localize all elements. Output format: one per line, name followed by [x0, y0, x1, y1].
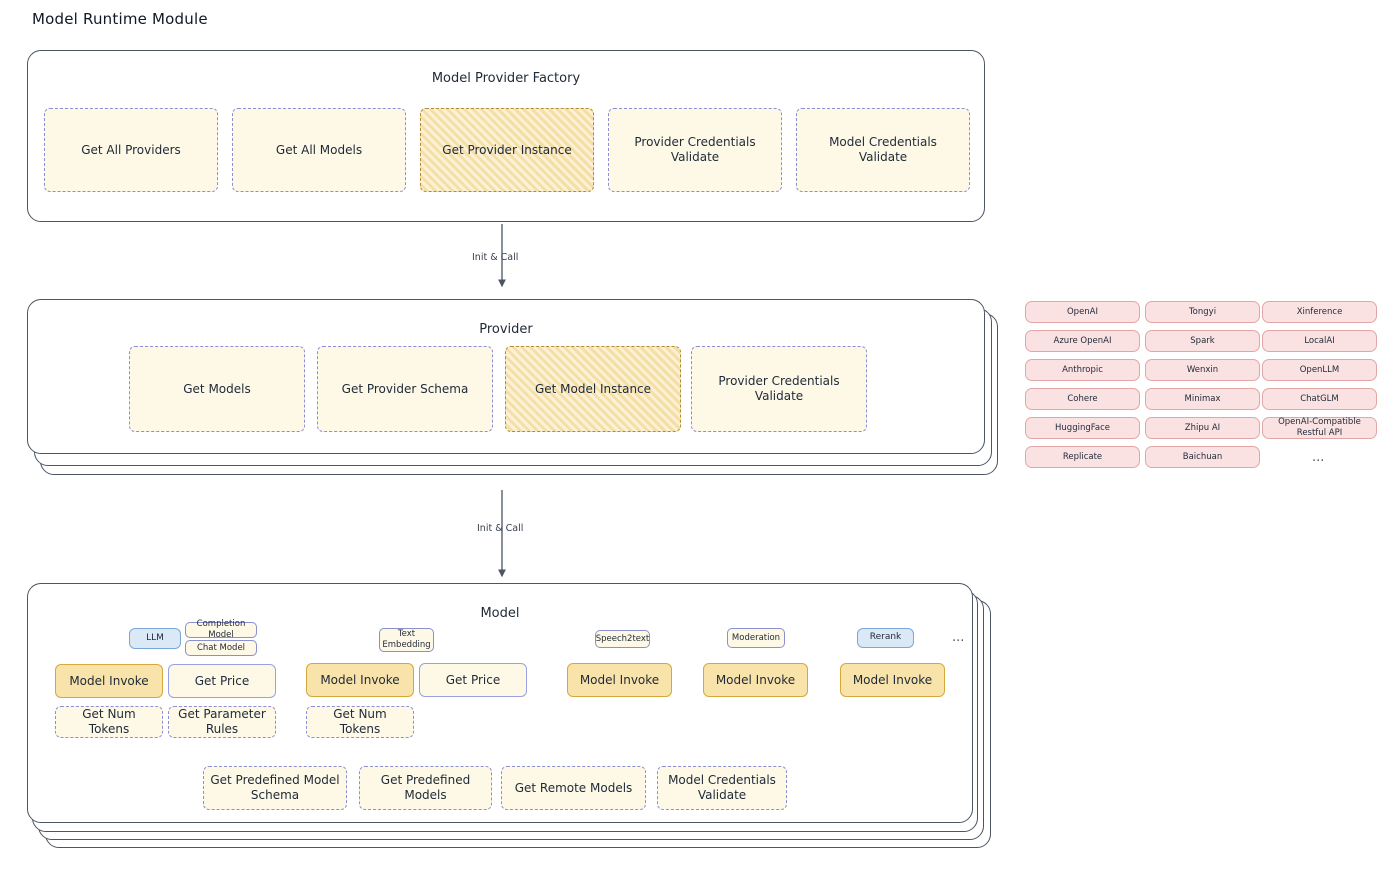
- model-type-rerank[interactable]: Rerank: [857, 628, 914, 648]
- provider-list-item-openai[interactable]: OpenAI: [1025, 301, 1140, 323]
- factory-node-get-all-providers[interactable]: Get All Providers: [44, 108, 218, 192]
- provider-list-item-anthropic[interactable]: Anthropic: [1025, 359, 1140, 381]
- model-rerank-action-model-invoke[interactable]: Model Invoke: [840, 663, 945, 697]
- model-types-more: ...: [952, 630, 965, 645]
- model-text-embedding-action-get-num-tokens[interactable]: Get Num Tokens: [306, 706, 414, 738]
- provider-list-item-replicate[interactable]: Replicate: [1025, 446, 1140, 468]
- model-llm-action-get-num-tokens[interactable]: Get Num Tokens: [55, 706, 163, 738]
- factory-node-get-provider-instance[interactable]: Get Provider Instance: [420, 108, 594, 192]
- provider-list-item-baichuan[interactable]: Baichuan: [1145, 446, 1260, 468]
- arrow-label-factory-to-provider: Init & Call: [472, 252, 519, 263]
- provider-list-item-minimax[interactable]: Minimax: [1145, 388, 1260, 410]
- model-common-action-get-predefined-models[interactable]: Get Predefined Models: [359, 766, 492, 810]
- provider-list-item-azure-openai[interactable]: Azure OpenAI: [1025, 330, 1140, 352]
- model-type-moderation[interactable]: Moderation: [727, 628, 785, 648]
- model-llm-action-get-parameter-rules[interactable]: Get Parameter Rules: [168, 706, 276, 738]
- provider-list-item-wenxin[interactable]: Wenxin: [1145, 359, 1260, 381]
- model-type-llm-sub-chat-model[interactable]: Chat Model: [185, 640, 257, 656]
- provider-list-item-spark[interactable]: Spark: [1145, 330, 1260, 352]
- provider-list-item-xinference[interactable]: Xinference: [1262, 301, 1377, 323]
- arrow-label-provider-to-model: Init & Call: [477, 523, 524, 534]
- model-title: Model: [480, 606, 520, 621]
- provider-list-item-openai-compatible-restful-api[interactable]: OpenAI-Compatible Restful API: [1262, 417, 1377, 439]
- provider-title: Provider: [479, 322, 533, 337]
- factory-node-provider-credentials-validate[interactable]: Provider Credentials Validate: [608, 108, 782, 192]
- model-type-llm[interactable]: LLM: [129, 628, 181, 649]
- provider-node-get-model-instance[interactable]: Get Model Instance: [505, 346, 681, 432]
- model-provider-factory-title: Model Provider Factory: [431, 71, 581, 86]
- model-llm-action-model-invoke[interactable]: Model Invoke: [55, 664, 163, 698]
- provider-list-item-cohere[interactable]: Cohere: [1025, 388, 1140, 410]
- page-title: Model Runtime Module: [32, 10, 208, 28]
- provider-list-more: ...: [1312, 450, 1325, 465]
- model-type-llm-sub-completion-model[interactable]: Completion Model: [185, 622, 257, 638]
- model-common-action-get-remote-models[interactable]: Get Remote Models: [501, 766, 646, 810]
- model-type-text-embedding[interactable]: Text Embedding: [379, 628, 434, 652]
- model-common-action-get-predefined-model-schema[interactable]: Get Predefined Model Schema: [203, 766, 347, 810]
- provider-list-item-chatglm[interactable]: ChatGLM: [1262, 388, 1377, 410]
- model-type-speech2text[interactable]: Speech2text: [595, 630, 650, 648]
- model-box: [27, 583, 973, 823]
- model-speech2text-action-model-invoke[interactable]: Model Invoke: [567, 663, 672, 697]
- provider-list-item-openllm[interactable]: OpenLLM: [1262, 359, 1377, 381]
- provider-list-item-localai[interactable]: LocalAI: [1262, 330, 1377, 352]
- model-text-embedding-action-model-invoke[interactable]: Model Invoke: [306, 663, 414, 697]
- provider-list-item-tongyi[interactable]: Tongyi: [1145, 301, 1260, 323]
- provider-list-item-zhipu-ai[interactable]: Zhipu AI: [1145, 417, 1260, 439]
- provider-list-item-huggingface[interactable]: HuggingFace: [1025, 417, 1140, 439]
- provider-node-get-provider-schema[interactable]: Get Provider Schema: [317, 346, 493, 432]
- model-moderation-action-model-invoke[interactable]: Model Invoke: [703, 663, 808, 697]
- factory-node-get-all-models[interactable]: Get All Models: [232, 108, 406, 192]
- model-text-embedding-action-get-price[interactable]: Get Price: [419, 663, 527, 697]
- model-llm-action-get-price[interactable]: Get Price: [168, 664, 276, 698]
- factory-node-model-credentials-validate[interactable]: Model Credentials Validate: [796, 108, 970, 192]
- model-common-action-model-credentials-validate[interactable]: Model Credentials Validate: [657, 766, 787, 810]
- provider-node-get-models[interactable]: Get Models: [129, 346, 305, 432]
- provider-node-provider-credentials-validate[interactable]: Provider Credentials Validate: [691, 346, 867, 432]
